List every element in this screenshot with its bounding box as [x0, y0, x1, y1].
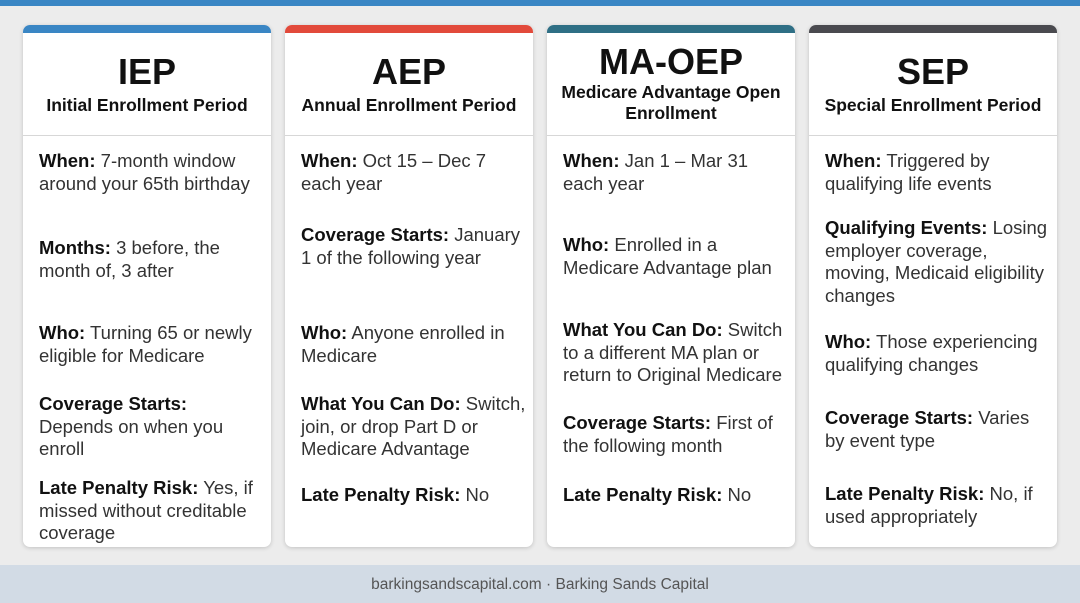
detail-late-penalty-risk [563, 484, 789, 507]
card-full-name: Special Enrollment Period [824, 94, 1042, 115]
detail-value: Those experiencing qualifying changes [825, 331, 1038, 375]
detail-when [825, 150, 1051, 195]
detail-value: 7-month window around your 65th birthday [39, 150, 250, 194]
card-abbreviation: AEP [371, 50, 447, 92]
detail-label: Who: [301, 322, 348, 343]
detail-what-you-can-do [301, 393, 527, 461]
card-full-name: Annual Enrollment Period [301, 94, 517, 115]
detail-value: January 1 of the following year [301, 224, 521, 268]
detail-label: When: [563, 150, 620, 171]
card-ma-oep [547, 25, 795, 547]
detail-label: When: [301, 150, 358, 171]
detail-when [563, 150, 789, 195]
detail-late-penalty-risk [301, 484, 527, 507]
detail-late-penalty-risk [825, 483, 1051, 528]
detail-coverage-starts [563, 412, 789, 457]
card-abbreviation: SEP [896, 50, 970, 92]
detail-who [39, 322, 265, 367]
detail-coverage-starts [301, 224, 527, 269]
detail-qualifying-events [825, 217, 1051, 307]
detail-value: Switch, join, or drop Part D or Medicare Advantage [301, 393, 526, 459]
footer [0, 565, 1080, 603]
detail-value: Oct 15 – Dec 7 each year [301, 150, 487, 194]
enrollment-period-cards [23, 25, 1057, 547]
card-accent-bar [285, 25, 533, 33]
detail-label: Who: [563, 234, 610, 255]
detail-what-you-can-do [563, 319, 789, 387]
card-header [285, 33, 533, 136]
detail-label: Coverage Starts: [563, 412, 712, 433]
detail-label: Coverage Starts: [39, 393, 188, 414]
card-aep [285, 25, 533, 547]
card-details [547, 136, 795, 546]
detail-label: Who: [825, 331, 872, 352]
detail-value: No, if used appropriately [825, 483, 1033, 527]
detail-value: Enrolled in a Medicare Advantage plan [563, 234, 772, 278]
card-abbreviation: MA-OEP [599, 41, 743, 82]
card-header [809, 33, 1057, 136]
detail-value: Yes, if missed without creditable coverage [39, 477, 253, 543]
card-header [547, 33, 795, 136]
card-accent-bar [809, 25, 1057, 33]
detail-label: Months: [39, 237, 111, 258]
detail-when [39, 150, 265, 195]
detail-late-penalty-risk [39, 477, 265, 545]
card-details [809, 136, 1057, 546]
detail-value: Triggered by qualifying life events [825, 150, 992, 194]
card-accent-bar [547, 25, 795, 33]
detail-who [301, 322, 527, 367]
detail-months [39, 237, 265, 282]
detail-value: Turning 65 or newly eligible for Medicare [39, 322, 252, 366]
detail-value: Anyone enrolled in Medicare [301, 322, 505, 366]
detail-value: Switch to a different MA plan or return to Original Medicare [563, 319, 783, 385]
footer-text: barkingsandscapital.com · Barking Sands Capital [371, 576, 709, 593]
top-accent-bar [0, 0, 1080, 6]
card-full-name: Initial Enrollment Period [46, 94, 248, 115]
detail-label: When: [39, 150, 96, 171]
card-abbreviation: IEP [117, 50, 177, 92]
detail-label: When: [825, 150, 882, 171]
card-accent-bar [23, 25, 271, 33]
card-header [23, 33, 271, 136]
detail-label: Late Penalty Risk: [39, 477, 199, 498]
detail-who [563, 234, 789, 279]
detail-value: Varies by event type [825, 407, 1030, 451]
detail-value: Jan 1 – Mar 31 each year [563, 150, 749, 194]
detail-value: 3 before, the month of, 3 after [39, 237, 220, 281]
detail-label: Late Penalty Risk: [301, 484, 461, 505]
detail-who [825, 331, 1051, 376]
detail-when [301, 150, 527, 195]
card-iep [23, 25, 271, 547]
detail-label: Coverage Starts: [301, 224, 450, 245]
detail-label: Late Penalty Risk: [825, 483, 985, 504]
card-sep [809, 25, 1057, 547]
detail-label: What You Can Do: [301, 393, 461, 414]
detail-value: First of the following month [563, 412, 773, 456]
card-details [23, 136, 271, 546]
detail-coverage-starts [39, 393, 265, 461]
detail-label: Coverage Starts: [825, 407, 974, 428]
detail-label: Late Penalty Risk: [563, 484, 723, 505]
detail-coverage-starts [825, 407, 1051, 452]
detail-value: Depends on when you enroll [39, 415, 224, 459]
detail-label: What You Can Do: [563, 319, 723, 340]
detail-value: Losing employer coverage, moving, Medicaid eligibility changes [825, 217, 1048, 306]
card-full-name: Medicare Advantage Open Enrollment [561, 82, 781, 123]
detail-label: Qualifying Events: [825, 217, 988, 238]
detail-value: No [465, 484, 490, 505]
detail-value: No [727, 484, 752, 505]
card-details [285, 136, 533, 546]
detail-label: Who: [39, 322, 86, 343]
